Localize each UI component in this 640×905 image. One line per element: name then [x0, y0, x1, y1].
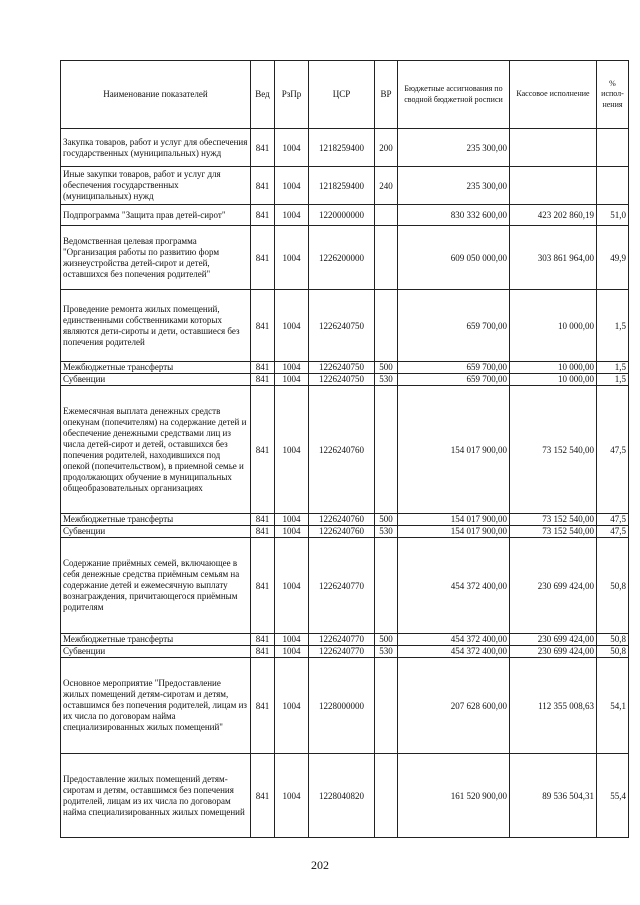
cell-csr: 1226240750 — [309, 374, 375, 386]
cell-assigned: 609 050 000,00 — [398, 226, 510, 290]
cell-csr: 1226240750 — [309, 290, 375, 362]
table-row — [61, 526, 629, 538]
cell-rzpr: 1004 — [275, 514, 309, 526]
table-row — [61, 205, 629, 226]
cell-vr — [375, 205, 398, 226]
cell-percent — [597, 167, 629, 205]
cell-percent: 1,5 — [597, 374, 629, 386]
cell-percent: 51,0 — [597, 205, 629, 226]
table-row — [61, 290, 629, 362]
cell-csr: 1226240760 — [309, 526, 375, 538]
cell-assigned: 154 017 900,00 — [398, 514, 510, 526]
cell-rzpr: 1004 — [275, 646, 309, 658]
cell-ved: 841 — [251, 634, 275, 646]
cell-csr: 1228000000 — [309, 658, 375, 754]
header-csr: ЦСР — [309, 61, 375, 129]
cell-assigned: 154 017 900,00 — [398, 526, 510, 538]
cell-name: Проведение ремонта жилых помещений, единственными собственниками которых являются дети-сироты и дети, оставшиеся без попечения родителей — [61, 290, 251, 362]
header-assigned: Бюджетные ассигнования по сводной бюджетной росписи — [398, 61, 510, 129]
cell-rzpr: 1004 — [275, 290, 309, 362]
table-row — [61, 538, 629, 634]
cell-rzpr: 1004 — [275, 374, 309, 386]
table-row — [61, 167, 629, 205]
cell-ved: 841 — [251, 526, 275, 538]
cell-assigned: 207 628 600,00 — [398, 658, 510, 754]
cell-vr — [375, 538, 398, 634]
cell-name: Ежемесячная выплата денежных средств опекунам (попечителям) на содержание детей и обеспечение денежными средствами лиц из числа детей-сирот и детей, оставшихся без попечения родителей, находившихся под опекой (попечительством), в приемной семье и продолжающих обучение в муниципальных общеобразовательных организациях — [61, 386, 251, 514]
cell-ved: 841 — [251, 386, 275, 514]
header-row — [61, 61, 629, 129]
cell-cash — [510, 167, 597, 205]
table-row — [61, 129, 629, 167]
header-rzpr: РзПр — [275, 61, 309, 129]
table-row — [61, 226, 629, 290]
header-name: Наименование показателей — [61, 61, 251, 129]
table-row — [61, 362, 629, 374]
cell-csr: 1226240760 — [309, 386, 375, 514]
cell-vr: 500 — [375, 634, 398, 646]
cell-name: Иные закупки товаров, работ и услуг для обеспечения государственных (муниципальных) нужд — [61, 167, 251, 205]
cell-percent: 50,8 — [597, 634, 629, 646]
cell-cash: 10 000,00 — [510, 290, 597, 362]
cell-vr: 200 — [375, 129, 398, 167]
cell-name: Субвенции — [61, 374, 251, 386]
cell-percent: 50,8 — [597, 646, 629, 658]
cell-name: Ведомственная целевая программа "Организация работы по развитию форм жизнеустройства детей-сирот и детей, оставшихся без попечения родителей" — [61, 226, 251, 290]
cell-csr: 1226200000 — [309, 226, 375, 290]
cell-cash: 423 202 860,19 — [510, 205, 597, 226]
cell-cash: 112 355 008,63 — [510, 658, 597, 754]
cell-assigned: 659 700,00 — [398, 362, 510, 374]
cell-assigned: 161 520 900,00 — [398, 754, 510, 838]
cell-ved: 841 — [251, 362, 275, 374]
cell-percent: 1,5 — [597, 290, 629, 362]
cell-vr — [375, 754, 398, 838]
cell-vr: 530 — [375, 526, 398, 538]
page-number: 202 — [311, 858, 329, 872]
header-percent: % испол-нения — [597, 61, 629, 129]
cell-vr: 530 — [375, 374, 398, 386]
cell-percent: 50,8 — [597, 538, 629, 634]
cell-rzpr: 1004 — [275, 634, 309, 646]
cell-rzpr: 1004 — [275, 205, 309, 226]
cell-assigned: 659 700,00 — [398, 374, 510, 386]
cell-rzpr: 1004 — [275, 129, 309, 167]
cell-ved: 841 — [251, 290, 275, 362]
cell-ved: 841 — [251, 226, 275, 290]
table-row — [61, 634, 629, 646]
table-row — [61, 658, 629, 754]
cell-cash: 230 699 424,00 — [510, 634, 597, 646]
cell-name: Межбюджетные трансферты — [61, 362, 251, 374]
cell-vr — [375, 226, 398, 290]
cell-name: Закупка товаров, работ и услуг для обеспечения государственных (муниципальных) нужд — [61, 129, 251, 167]
cell-vr: 530 — [375, 646, 398, 658]
cell-name: Межбюджетные трансферты — [61, 514, 251, 526]
cell-name: Межбюджетные трансферты — [61, 634, 251, 646]
table-body — [61, 129, 629, 838]
cell-cash — [510, 129, 597, 167]
cell-csr: 1228040820 — [309, 754, 375, 838]
cell-ved: 841 — [251, 658, 275, 754]
cell-ved: 841 — [251, 646, 275, 658]
cell-name: Предоставление жилых помещений детям-сиротам и детям, оставшимся без попечения родителей, лицам из их числа по договорам найма специализированных жилых помещений — [61, 754, 251, 838]
cell-rzpr: 1004 — [275, 226, 309, 290]
cell-ved: 841 — [251, 129, 275, 167]
cell-csr: 1226240770 — [309, 634, 375, 646]
cell-rzpr: 1004 — [275, 754, 309, 838]
cell-ved: 841 — [251, 374, 275, 386]
cell-csr: 1218259400 — [309, 129, 375, 167]
cell-assigned: 454 372 400,00 — [398, 634, 510, 646]
cell-rzpr: 1004 — [275, 526, 309, 538]
cell-vr — [375, 386, 398, 514]
cell-cash: 10 000,00 — [510, 374, 597, 386]
table-row — [61, 514, 629, 526]
cell-csr: 1218259400 — [309, 167, 375, 205]
cell-cash: 73 152 540,00 — [510, 526, 597, 538]
cell-cash: 303 861 964,00 — [510, 226, 597, 290]
cell-percent: 49,9 — [597, 226, 629, 290]
cell-cash: 89 536 504,31 — [510, 754, 597, 838]
cell-name: Подпрограмма "Защита прав детей-сирот" — [61, 205, 251, 226]
header-cash: Кассовое исполнение — [510, 61, 597, 129]
cell-assigned: 454 372 400,00 — [398, 646, 510, 658]
table-row — [61, 754, 629, 838]
table-row — [61, 646, 629, 658]
cell-csr: 1220000000 — [309, 205, 375, 226]
cell-percent: 47,5 — [597, 526, 629, 538]
cell-percent: 1,5 — [597, 362, 629, 374]
cell-assigned: 454 372 400,00 — [398, 538, 510, 634]
cell-ved: 841 — [251, 754, 275, 838]
header-vr: ВР — [375, 61, 398, 129]
cell-rzpr: 1004 — [275, 362, 309, 374]
cell-cash: 10 000,00 — [510, 362, 597, 374]
cell-cash: 73 152 540,00 — [510, 386, 597, 514]
cell-csr: 1226240750 — [309, 362, 375, 374]
cell-cash: 73 152 540,00 — [510, 514, 597, 526]
cell-name: Содержание приёмных семей, включающее в себя денежные средства приёмным семьям на содержание детей и ежемесячную выплату вознаграждения, причитающегося приёмным родителям — [61, 538, 251, 634]
cell-ved: 841 — [251, 514, 275, 526]
cell-rzpr: 1004 — [275, 538, 309, 634]
header-ved: Вед — [251, 61, 275, 129]
cell-vr: 500 — [375, 362, 398, 374]
cell-csr: 1226240760 — [309, 514, 375, 526]
cell-ved: 841 — [251, 538, 275, 634]
cell-ved: 841 — [251, 167, 275, 205]
cell-vr — [375, 290, 398, 362]
cell-name: Субвенции — [61, 646, 251, 658]
cell-assigned: 154 017 900,00 — [398, 386, 510, 514]
cell-rzpr: 1004 — [275, 167, 309, 205]
cell-name: Субвенции — [61, 526, 251, 538]
cell-percent: 55,4 — [597, 754, 629, 838]
cell-vr: 500 — [375, 514, 398, 526]
cell-csr: 1226240770 — [309, 538, 375, 634]
cell-vr — [375, 658, 398, 754]
budget-execution-table — [60, 60, 629, 838]
cell-assigned: 235 300,00 — [398, 167, 510, 205]
cell-percent: 54,1 — [597, 658, 629, 754]
cell-vr: 240 — [375, 167, 398, 205]
table-row — [61, 374, 629, 386]
cell-rzpr: 1004 — [275, 658, 309, 754]
cell-percent — [597, 129, 629, 167]
cell-assigned: 659 700,00 — [398, 290, 510, 362]
cell-assigned: 235 300,00 — [398, 129, 510, 167]
cell-csr: 1226240770 — [309, 646, 375, 658]
cell-ved: 841 — [251, 205, 275, 226]
cell-percent: 47,5 — [597, 386, 629, 514]
cell-percent: 47,5 — [597, 514, 629, 526]
cell-name: Основное мероприятие "Предоставление жилых помещений детям-сиротам и детям, оставшимся без попечения родителей, лицам из их числа по договорам найма специализированных жилых помещений" — [61, 658, 251, 754]
cell-rzpr: 1004 — [275, 386, 309, 514]
cell-cash: 230 699 424,00 — [510, 646, 597, 658]
cell-assigned: 830 332 600,00 — [398, 205, 510, 226]
cell-cash: 230 699 424,00 — [510, 538, 597, 634]
table-row — [61, 386, 629, 514]
